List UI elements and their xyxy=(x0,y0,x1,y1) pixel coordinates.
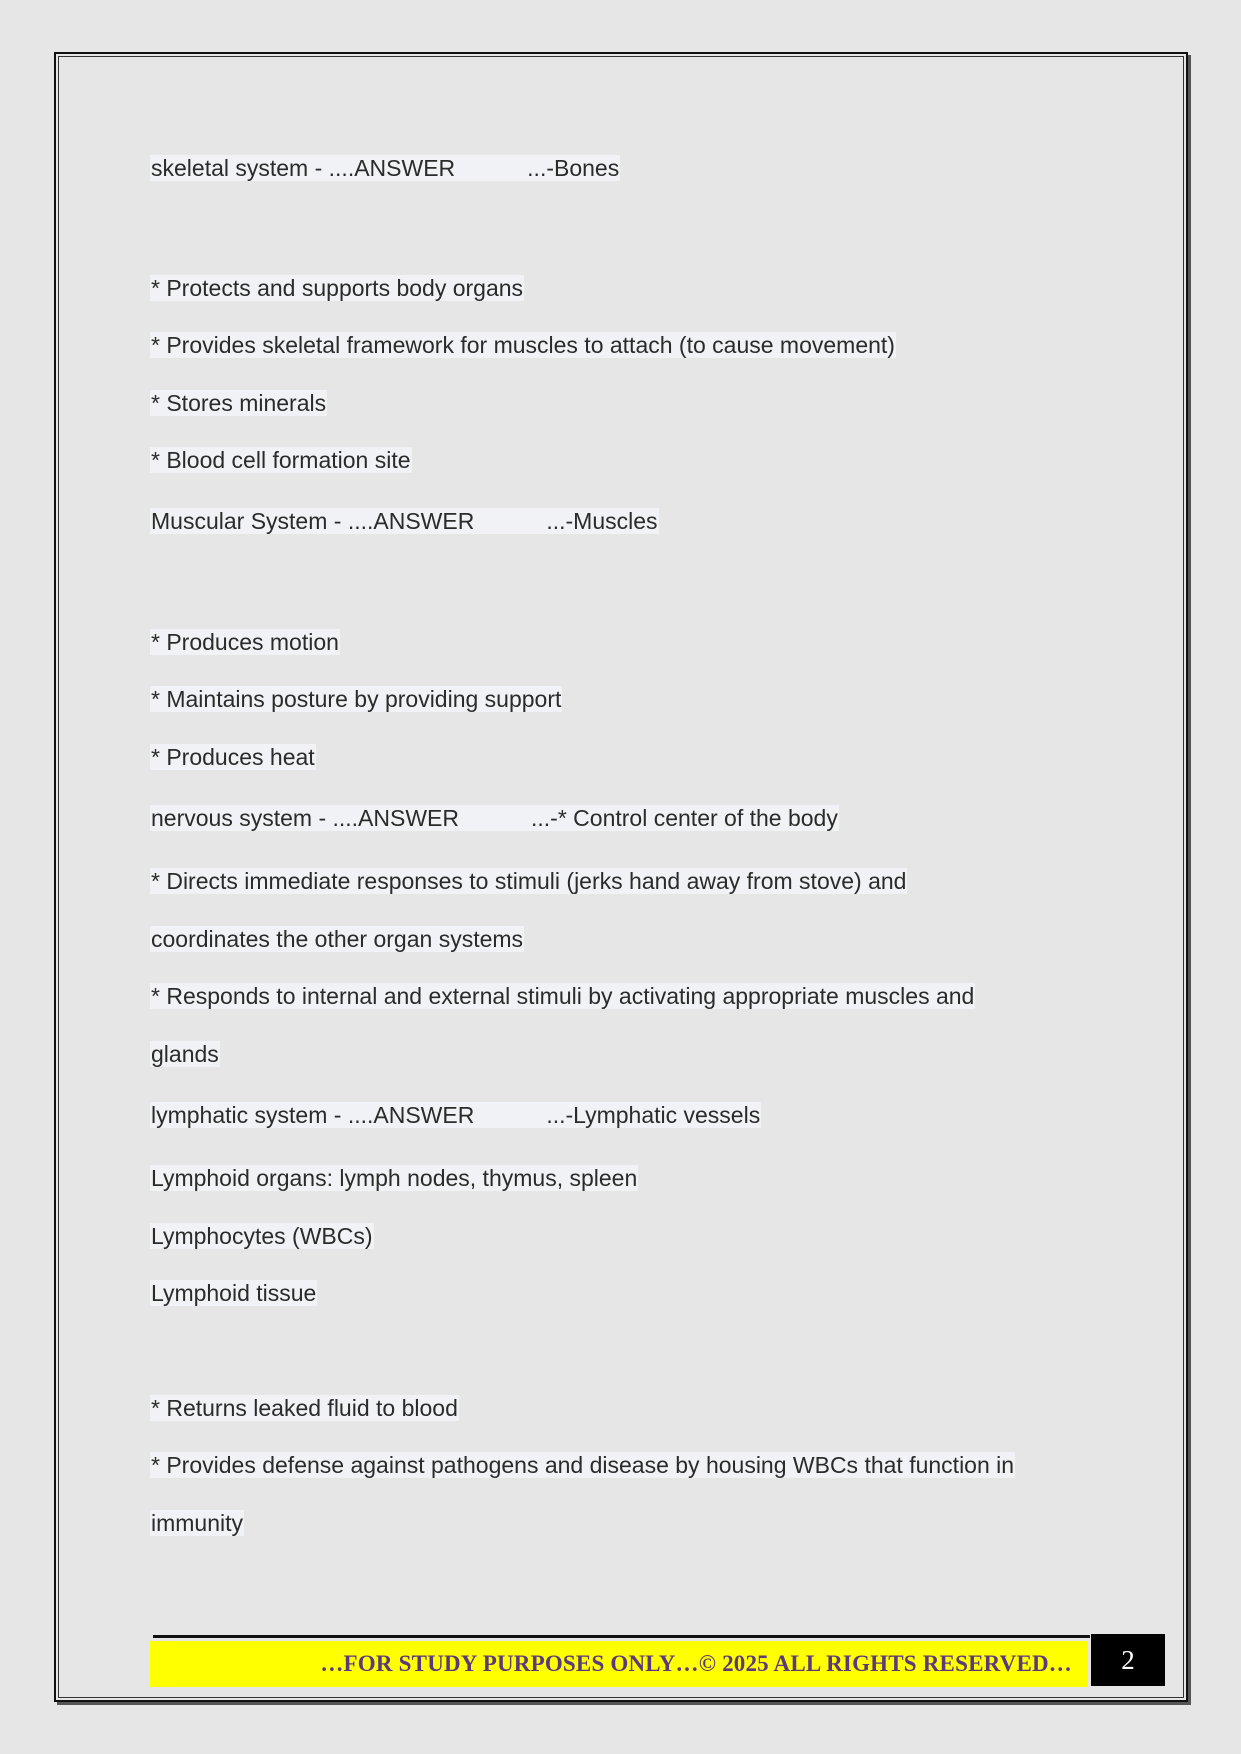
line-text: coordinates the other organ systems xyxy=(151,926,524,952)
text-line xyxy=(150,1507,244,1539)
text-line xyxy=(150,1392,459,1424)
footer-rule xyxy=(153,1635,1090,1638)
line-text: * Produces motion xyxy=(151,629,339,655)
question-text: lymphatic system - ....ANSWER xyxy=(151,1102,475,1128)
line-text: Lymphoid tissue xyxy=(151,1280,317,1306)
text-line xyxy=(150,1449,1015,1481)
line-text: * Provides defense against pathogens and disease by housing WBCs that function in xyxy=(151,1452,1015,1478)
text-line xyxy=(150,387,327,419)
line-text: * Directs immediate responses to stimuli (jerks hand away from stove) and xyxy=(151,868,907,894)
footer-banner xyxy=(150,1641,1088,1687)
line-text: * Stores minerals xyxy=(151,390,327,416)
line-text: glands xyxy=(151,1041,219,1067)
question-text: skeletal system - ....ANSWER xyxy=(151,155,456,181)
footer-text: …FOR STUDY PURPOSES ONLY…© 2025 ALL RIGHTS RESERVED… xyxy=(320,1651,1072,1676)
answer-text: ...-Bones xyxy=(527,155,620,181)
text-line xyxy=(150,980,975,1012)
text-line xyxy=(150,741,316,773)
answer-text: ...-* Control center of the body xyxy=(531,805,838,831)
text-line xyxy=(150,1277,317,1309)
line-text: * Produces heat xyxy=(151,744,315,770)
answer-text: ...-Lymphatic vessels xyxy=(546,1102,761,1128)
text-line xyxy=(150,444,412,476)
text-line xyxy=(150,1220,374,1252)
line-text: * Protects and supports body organs xyxy=(151,275,524,301)
text-line xyxy=(150,329,896,361)
line-text: * Returns leaked fluid to blood xyxy=(151,1395,458,1421)
qa-line-lymphatic xyxy=(150,1099,761,1131)
line-text: immunity xyxy=(151,1510,244,1536)
qa-line-muscular xyxy=(150,505,659,537)
line-text: * Provides skeletal framework for muscles to attach (to cause movement) xyxy=(151,332,895,358)
question-text: nervous system - ....ANSWER xyxy=(151,805,460,831)
line-text: Lymphocytes (WBCs) xyxy=(151,1223,373,1249)
line-text: Lymphoid organs: lymph nodes, thymus, spleen xyxy=(151,1165,638,1191)
question-text: Muscular System - ....ANSWER xyxy=(151,508,475,534)
line-text: * Blood cell formation site xyxy=(151,447,411,473)
page-number: 2 xyxy=(1091,1634,1165,1686)
text-line xyxy=(150,683,562,715)
text-line xyxy=(150,1038,220,1070)
text-line xyxy=(150,272,524,304)
line-text: * Responds to internal and external stimuli by activating appropriate muscles and xyxy=(151,983,975,1009)
answer-text: ...-Muscles xyxy=(546,508,658,534)
text-line xyxy=(150,923,524,955)
qa-line-nervous xyxy=(150,802,839,834)
text-line xyxy=(150,865,907,897)
text-line xyxy=(150,626,340,658)
qa-line-skeletal xyxy=(150,152,620,184)
text-line xyxy=(150,1162,638,1194)
line-text: * Maintains posture by providing support xyxy=(151,686,562,712)
